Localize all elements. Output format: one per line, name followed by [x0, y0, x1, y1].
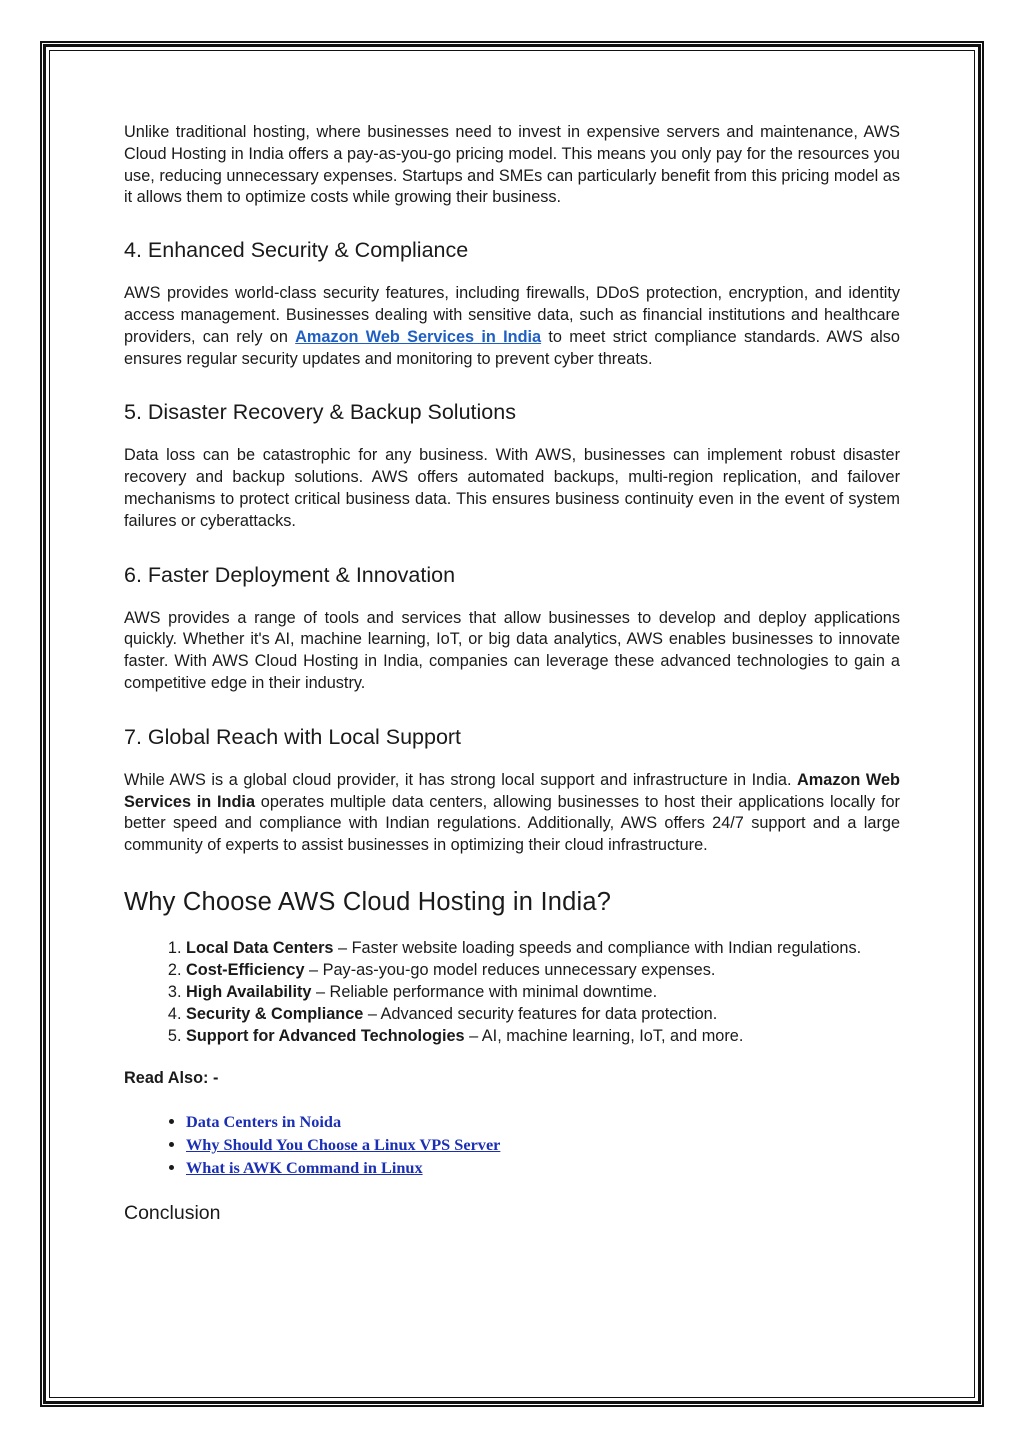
- list-item-desc: – Faster website loading speeds and compliance with Indian regulations.: [333, 938, 862, 957]
- list-item-desc: – Pay-as-you-go model reduces unnecessary expenses.: [304, 960, 716, 979]
- section-5-heading: 5. Disaster Recovery & Backup Solutions: [124, 400, 516, 425]
- amazon-web-services-india-link[interactable]: Amazon Web Services in India: [295, 327, 542, 346]
- list-item-term: Cost-Efficiency: [186, 960, 305, 979]
- document-content: [124, 122, 900, 1225]
- section-5-paragraph: Data loss can be catastrophic for any business. With AWS, businesses can implement robust disaster recovery and backup solutions. AWS offers automated backups, multi-region replication, and failover mechanisms to protect critical business data. This ensures business continuity even in the event of system failures or cyberattacks.: [124, 446, 900, 530]
- list-item: [186, 981, 900, 1003]
- section-4-heading: 4. Enhanced Security & Compliance: [124, 238, 469, 263]
- list-item-desc: – AI, machine learning, IoT, and more.: [464, 1026, 744, 1045]
- list-item-term: Security & Compliance: [186, 1004, 364, 1023]
- awk-command-link[interactable]: What is AWK Command in Linux: [186, 1157, 423, 1177]
- list-item-term: High Availability: [186, 982, 312, 1001]
- why-choose-heading: Why Choose AWS Cloud Hosting in India?: [124, 887, 612, 916]
- section-4-text-before: AWS provides world-class security features, including firewalls, DDoS protection, encryption, and identity access management. Businesses dealing with sensitive data, such as financial institutions and healthcare providers, can rely on: [124, 284, 900, 346]
- list-item-term: Local Data Centers: [186, 938, 334, 957]
- section-6-paragraph: AWS provides a range of tools and services that allow businesses to develop and deploy applications quickly. Whether it's AI, machine learning, IoT, or big data analytics, AWS enables businesses to innovate faster. With AWS Cloud Hosting in India, companies can leverage these advanced technologies to gain a competitive edge in their industry.: [124, 608, 900, 692]
- section-7-heading: 7. Global Reach with Local Support: [124, 724, 462, 749]
- section-4-paragraph: [124, 283, 900, 370]
- section-6-heading: 6. Faster Deployment & Innovation: [124, 562, 456, 587]
- read-also-links: [124, 1111, 900, 1179]
- list-item: [186, 1025, 900, 1047]
- why-choose-list: [124, 937, 900, 1047]
- data-centers-noida-link[interactable]: Data Centers in Noida: [186, 1111, 342, 1131]
- list-item: [186, 937, 900, 959]
- list-item-desc: – Advanced security features for data protection.: [363, 1004, 718, 1023]
- list-item: [186, 1157, 900, 1180]
- list-item: [186, 959, 900, 981]
- section-7-text-after: operates multiple data centers, allowing businesses to host their applications locally for better speed and compliance with Indian regulations. Additionally, AWS offers 24/7 support and a large community of experts to assist businesses in optimizing their cloud infrastructure.: [124, 792, 900, 855]
- conclusion-heading: Conclusion: [124, 1202, 221, 1225]
- section-7-text-before: While AWS is a global cloud provider, it has strong local support and infrastructure in India.: [124, 770, 798, 789]
- linux-vps-server-link[interactable]: Why Should You Choose a Linux VPS Server: [186, 1134, 501, 1154]
- list-item-desc: – Reliable performance with minimal downtime.: [311, 982, 658, 1001]
- section-4-text-after: to meet strict compliance standards. AWS also ensures regular security updates and monitoring to prevent cyber threats.: [124, 327, 900, 368]
- section-7-paragraph: [124, 770, 900, 857]
- list-item-term: Support for Advanced Technologies: [186, 1026, 465, 1045]
- intro-paragraph: Unlike traditional hosting, where businesses need to invest in expensive servers and maintenance, AWS Cloud Hosting in India offers a pay-as-you-go pricing model. This means you only pay for the resources you use, reducing unnecessary expenses. Startups and SMEs can particularly benefit from this pricing model as it allows them to optimize costs while growing their business.: [124, 123, 900, 207]
- list-item: [186, 1111, 900, 1134]
- read-also-label: Read Also: -: [124, 1068, 219, 1087]
- list-item: [186, 1003, 900, 1025]
- list-item: [186, 1134, 900, 1157]
- section-7-bold-term: Amazon Web Services in India: [124, 770, 900, 811]
